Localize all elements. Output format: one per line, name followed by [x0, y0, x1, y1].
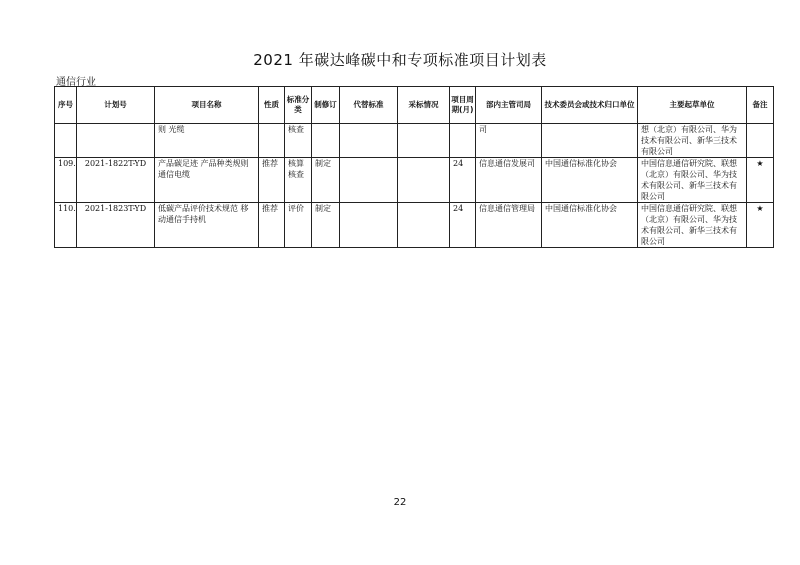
page-title: 2021 年碳达峰碳中和专项标准项目计划表 — [253, 51, 547, 69]
cell-category: 核查 — [285, 124, 312, 158]
cell-nature: 推荐 — [259, 158, 285, 203]
cell-committee: 中国通信标准化协会 — [542, 158, 638, 203]
cell-drafters: 中国信息通信研究院、联想（北京）有限公司、华为技术有限公司、新华三技术有限公司 — [638, 158, 747, 203]
header-remark: 备注 — [747, 87, 774, 124]
header-replace: 代替标准 — [340, 87, 398, 124]
header-category: 标准分类 — [285, 87, 312, 124]
cell-remark: ★ — [747, 158, 774, 203]
table-row — [55, 124, 774, 158]
cell-period — [450, 124, 476, 158]
page-number: 22 — [393, 497, 407, 508]
cell-category: 核算核查 — [285, 158, 312, 203]
cell-replace — [340, 124, 398, 158]
cell-drafters: 中国信息通信研究院、联想（北京）有限公司、华为技术有限公司、新华三技术有限公司 — [638, 203, 747, 248]
cell-nature — [259, 124, 285, 158]
cell-period: 24 — [450, 203, 476, 248]
table-row — [55, 158, 774, 203]
header-dept: 部内主管司局 — [476, 87, 542, 124]
cell-dept: 信息通信发展司 — [476, 158, 542, 203]
cell-category: 评价 — [285, 203, 312, 248]
cell-adopt — [398, 158, 450, 203]
header-adopt: 采标情况 — [398, 87, 450, 124]
table-header-row — [55, 87, 774, 124]
cell-seq — [55, 124, 77, 158]
cell-remark: ★ — [747, 203, 774, 248]
header-drafters: 主要起草单位 — [638, 87, 747, 124]
cell-adopt — [398, 203, 450, 248]
cell-period: 24 — [450, 158, 476, 203]
cell-dept: 司 — [476, 124, 542, 158]
cell-adopt — [398, 124, 450, 158]
cell-remark — [747, 124, 774, 158]
industry-label: 通信行业 — [56, 77, 96, 88]
cell-revise: 制定 — [312, 203, 340, 248]
cell-replace — [340, 203, 398, 248]
header-plan-no: 计划号 — [77, 87, 155, 124]
cell-name: 产品碳足迹 产品种类规则 通信电缆 — [155, 158, 259, 203]
cell-committee: 中国通信标准化协会 — [542, 203, 638, 248]
cell-nature: 推荐 — [259, 203, 285, 248]
cell-name: 则 光缆 — [155, 124, 259, 158]
cell-drafters: 想（北京）有限公司、华为技术有限公司、新华三技术有限公司 — [638, 124, 747, 158]
cell-name: 低碳产品评价技术规范 移动通信手持机 — [155, 203, 259, 248]
cell-seq: 109. — [55, 158, 77, 203]
cell-plan-no: 2021-1823T-YD — [77, 203, 155, 248]
cell-seq: 110. — [55, 203, 77, 248]
header-committee: 技术委员会或技术归口单位 — [542, 87, 638, 124]
header-name: 项目名称 — [155, 87, 259, 124]
table-row — [55, 203, 774, 248]
cell-dept: 信息通信管理局 — [476, 203, 542, 248]
cell-plan-no: 2021-1822T-YD — [77, 158, 155, 203]
header-period: 项目周期(月) — [450, 87, 476, 124]
cell-revise: 制定 — [312, 158, 340, 203]
cell-plan-no — [77, 124, 155, 158]
project-plan-table — [54, 86, 774, 248]
header-revise: 制修订 — [312, 87, 340, 124]
cell-revise — [312, 124, 340, 158]
header-nature: 性质 — [259, 87, 285, 124]
cell-committee — [542, 124, 638, 158]
cell-replace — [340, 158, 398, 203]
header-seq: 序号 — [55, 87, 77, 124]
